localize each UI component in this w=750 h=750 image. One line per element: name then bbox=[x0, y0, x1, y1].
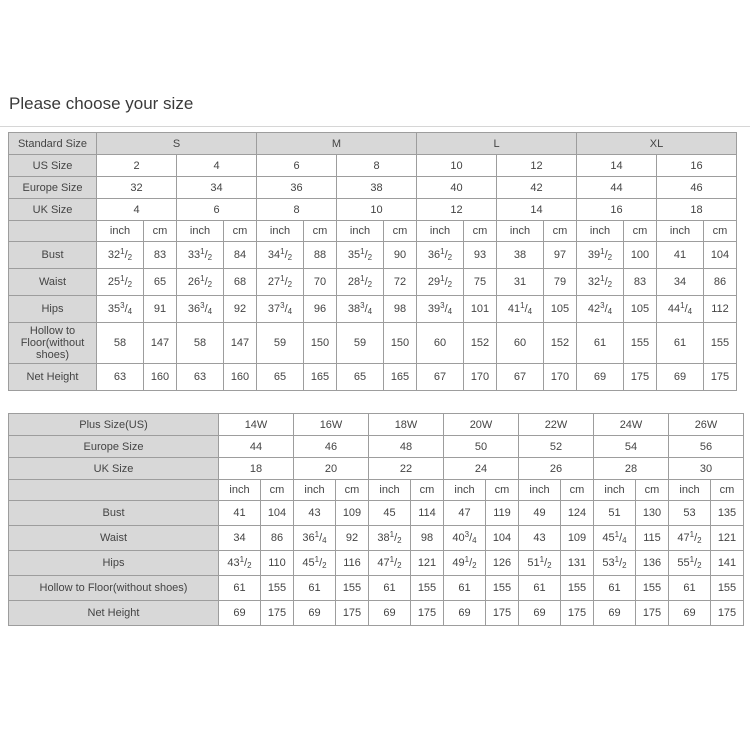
cm-value-cell: 119 bbox=[486, 501, 519, 526]
inch-value-cell: $27^1/_2$ bbox=[257, 269, 304, 296]
inch-value-cell: 34 bbox=[657, 269, 704, 296]
cm-value-cell: 105 bbox=[544, 296, 577, 323]
cm-value-cell: 141 bbox=[711, 551, 744, 576]
cm-value-cell: 155 bbox=[486, 576, 519, 601]
inch-value-cell: 69 bbox=[519, 601, 561, 626]
standard-size-table bbox=[8, 132, 737, 391]
inch-value-cell: 41 bbox=[219, 501, 261, 526]
cm-value-cell: 175 bbox=[336, 601, 369, 626]
title-divider bbox=[0, 126, 750, 127]
unit-header-cell: inch bbox=[257, 221, 304, 242]
inch-value-cell: 65 bbox=[257, 364, 304, 391]
cm-value-cell: 135 bbox=[711, 501, 744, 526]
inch-value-cell: $35^1/_2$ bbox=[337, 242, 384, 269]
cm-value-cell: 92 bbox=[224, 296, 257, 323]
unit-header-cell: inch bbox=[219, 480, 261, 501]
inch-value-cell: $44^1/_4$ bbox=[657, 296, 704, 323]
cm-value-cell: 136 bbox=[636, 551, 669, 576]
cm-value-cell: 97 bbox=[544, 242, 577, 269]
size-cell: 16W bbox=[294, 414, 369, 436]
cm-value-cell: 68 bbox=[224, 269, 257, 296]
cm-value-cell: 131 bbox=[561, 551, 594, 576]
row-label: Waist bbox=[9, 526, 219, 551]
size-cell: 18 bbox=[219, 458, 294, 480]
unit-header-cell: cm bbox=[486, 480, 519, 501]
inch-value-cell: 63 bbox=[97, 364, 144, 391]
inch-value-cell: $42^3/_4$ bbox=[577, 296, 624, 323]
cm-value-cell: 90 bbox=[384, 242, 417, 269]
unit-header-cell: inch bbox=[669, 480, 711, 501]
inch-value-cell: $36^1/_2$ bbox=[417, 242, 464, 269]
inch-value-cell: $45^1/_2$ bbox=[294, 551, 336, 576]
inch-value-cell: 69 bbox=[669, 601, 711, 626]
inch-value-cell: $45^1/_4$ bbox=[594, 526, 636, 551]
inch-value-cell: 69 bbox=[594, 601, 636, 626]
inch-value-cell: 31 bbox=[497, 269, 544, 296]
cm-value-cell: 175 bbox=[261, 601, 294, 626]
unit-row-spacer bbox=[9, 221, 97, 242]
size-cell: 12 bbox=[497, 155, 577, 177]
size-cell: 50 bbox=[444, 436, 519, 458]
size-cell: 20 bbox=[294, 458, 369, 480]
inch-value-cell: $25^1/_2$ bbox=[97, 269, 144, 296]
cm-value-cell: 175 bbox=[711, 601, 744, 626]
cm-value-cell: 155 bbox=[261, 576, 294, 601]
cm-value-cell: 96 bbox=[304, 296, 337, 323]
cm-value-cell: 83 bbox=[624, 269, 657, 296]
unit-header-cell: cm bbox=[636, 480, 669, 501]
unit-header-cell: cm bbox=[411, 480, 444, 501]
cm-value-cell: 175 bbox=[486, 601, 519, 626]
size-cell: 46 bbox=[294, 436, 369, 458]
inch-value-cell: $47^1/_2$ bbox=[369, 551, 411, 576]
cm-value-cell: 65 bbox=[144, 269, 177, 296]
unit-header-cell: inch bbox=[657, 221, 704, 242]
row-label: Europe Size bbox=[9, 436, 219, 458]
inch-value-cell: $43^1/_2$ bbox=[219, 551, 261, 576]
inch-value-cell: 69 bbox=[294, 601, 336, 626]
unit-header-cell: cm bbox=[384, 221, 417, 242]
unit-header-cell: cm bbox=[261, 480, 294, 501]
cm-value-cell: 165 bbox=[304, 364, 337, 391]
cm-value-cell: 104 bbox=[261, 501, 294, 526]
size-cell: 42 bbox=[497, 177, 577, 199]
inch-value-cell: $29^1/_2$ bbox=[417, 269, 464, 296]
inch-value-cell: 61 bbox=[669, 576, 711, 601]
size-group-cell: M bbox=[257, 133, 417, 155]
inch-value-cell: $34^1/_2$ bbox=[257, 242, 304, 269]
inch-value-cell: 41 bbox=[657, 242, 704, 269]
cm-value-cell: 104 bbox=[704, 242, 737, 269]
cm-value-cell: 83 bbox=[144, 242, 177, 269]
cm-value-cell: 92 bbox=[336, 526, 369, 551]
inch-value-cell: 59 bbox=[257, 323, 304, 364]
unit-header-cell: cm bbox=[704, 221, 737, 242]
inch-value-cell: 61 bbox=[219, 576, 261, 601]
row-label: Net Height bbox=[9, 364, 97, 391]
cm-value-cell: 91 bbox=[144, 296, 177, 323]
unit-header-cell: cm bbox=[224, 221, 257, 242]
size-cell: 16 bbox=[577, 199, 657, 221]
cm-value-cell: 126 bbox=[486, 551, 519, 576]
size-cell: 8 bbox=[257, 199, 337, 221]
inch-value-cell: 61 bbox=[369, 576, 411, 601]
inch-value-cell: $49^1/_2$ bbox=[444, 551, 486, 576]
cm-value-cell: 170 bbox=[544, 364, 577, 391]
inch-value-cell: 60 bbox=[417, 323, 464, 364]
unit-header-cell: cm bbox=[544, 221, 577, 242]
inch-value-cell: 59 bbox=[337, 323, 384, 364]
cm-value-cell: 121 bbox=[711, 526, 744, 551]
inch-value-cell: $37^3/_4$ bbox=[257, 296, 304, 323]
cm-value-cell: 175 bbox=[561, 601, 594, 626]
size-cell: 20W bbox=[444, 414, 519, 436]
size-cell: 52 bbox=[519, 436, 594, 458]
cm-value-cell: 116 bbox=[336, 551, 369, 576]
unit-row-spacer bbox=[9, 480, 219, 501]
size-cell: 10 bbox=[417, 155, 497, 177]
size-cell: 40 bbox=[417, 177, 497, 199]
size-cell: 44 bbox=[577, 177, 657, 199]
cm-value-cell: 175 bbox=[704, 364, 737, 391]
inch-value-cell: $36^3/_4$ bbox=[177, 296, 224, 323]
row-label: Plus Size(US) bbox=[9, 414, 219, 436]
unit-header-cell: cm bbox=[464, 221, 497, 242]
row-label: UK Size bbox=[9, 199, 97, 221]
inch-value-cell: $38^3/_4$ bbox=[337, 296, 384, 323]
cm-value-cell: 152 bbox=[464, 323, 497, 364]
inch-value-cell: $33^1/_2$ bbox=[177, 242, 224, 269]
row-label: Waist bbox=[9, 269, 97, 296]
size-cell: 34 bbox=[177, 177, 257, 199]
inch-value-cell: 61 bbox=[577, 323, 624, 364]
size-cell: 56 bbox=[669, 436, 744, 458]
size-cell: 4 bbox=[97, 199, 177, 221]
size-cell: 14 bbox=[497, 199, 577, 221]
size-cell: 48 bbox=[369, 436, 444, 458]
size-cell: 16 bbox=[657, 155, 737, 177]
size-cell: 6 bbox=[257, 155, 337, 177]
size-cell: 38 bbox=[337, 177, 417, 199]
unit-header-cell: inch bbox=[519, 480, 561, 501]
row-label: Bust bbox=[9, 501, 219, 526]
cm-value-cell: 165 bbox=[384, 364, 417, 391]
cm-value-cell: 112 bbox=[704, 296, 737, 323]
inch-value-cell: 61 bbox=[294, 576, 336, 601]
row-label: Hollow to Floor(without shoes) bbox=[9, 576, 219, 601]
plus-size-table bbox=[8, 413, 744, 626]
unit-header-cell: inch bbox=[97, 221, 144, 242]
unit-header-cell: cm bbox=[336, 480, 369, 501]
inch-value-cell: 69 bbox=[369, 601, 411, 626]
size-cell: 30 bbox=[669, 458, 744, 480]
inch-value-cell: $35^3/_4$ bbox=[97, 296, 144, 323]
inch-value-cell: 69 bbox=[577, 364, 624, 391]
cm-value-cell: 155 bbox=[561, 576, 594, 601]
inch-value-cell: $53^1/_2$ bbox=[594, 551, 636, 576]
row-label: Bust bbox=[9, 242, 97, 269]
inch-value-cell: $26^1/_2$ bbox=[177, 269, 224, 296]
unit-header-cell: inch bbox=[294, 480, 336, 501]
inch-value-cell: 69 bbox=[657, 364, 704, 391]
cm-value-cell: 121 bbox=[411, 551, 444, 576]
inch-value-cell: 58 bbox=[177, 323, 224, 364]
inch-value-cell: 49 bbox=[519, 501, 561, 526]
cm-value-cell: 115 bbox=[636, 526, 669, 551]
size-cell: 24 bbox=[444, 458, 519, 480]
cm-value-cell: 175 bbox=[624, 364, 657, 391]
size-cell: 26 bbox=[519, 458, 594, 480]
cm-value-cell: 72 bbox=[384, 269, 417, 296]
cm-value-cell: 79 bbox=[544, 269, 577, 296]
cm-value-cell: 104 bbox=[486, 526, 519, 551]
row-label: US Size bbox=[9, 155, 97, 177]
cm-value-cell: 155 bbox=[636, 576, 669, 601]
inch-value-cell: $39^1/_2$ bbox=[577, 242, 624, 269]
cm-value-cell: 124 bbox=[561, 501, 594, 526]
inch-value-cell: 69 bbox=[444, 601, 486, 626]
size-cell: 22W bbox=[519, 414, 594, 436]
cm-value-cell: 86 bbox=[704, 269, 737, 296]
size-cell: 18W bbox=[369, 414, 444, 436]
inch-value-cell: 45 bbox=[369, 501, 411, 526]
cm-value-cell: 130 bbox=[636, 501, 669, 526]
inch-value-cell: 61 bbox=[594, 576, 636, 601]
inch-value-cell: 53 bbox=[669, 501, 711, 526]
size-cell: 24W bbox=[594, 414, 669, 436]
group-header-label: Standard Size bbox=[9, 133, 97, 155]
inch-value-cell: 60 bbox=[497, 323, 544, 364]
cm-value-cell: 75 bbox=[464, 269, 497, 296]
size-cell: 14 bbox=[577, 155, 657, 177]
cm-value-cell: 86 bbox=[261, 526, 294, 551]
inch-value-cell: 67 bbox=[417, 364, 464, 391]
inch-value-cell: 61 bbox=[444, 576, 486, 601]
inch-value-cell: 47 bbox=[444, 501, 486, 526]
cm-value-cell: 147 bbox=[224, 323, 257, 364]
inch-value-cell: $55^1/_2$ bbox=[669, 551, 711, 576]
inch-value-cell: $32^1/_2$ bbox=[97, 242, 144, 269]
cm-value-cell: 70 bbox=[304, 269, 337, 296]
size-cell: 14W bbox=[219, 414, 294, 436]
unit-header-cell: inch bbox=[417, 221, 464, 242]
row-label: Hips bbox=[9, 296, 97, 323]
cm-value-cell: 101 bbox=[464, 296, 497, 323]
inch-value-cell: 67 bbox=[497, 364, 544, 391]
cm-value-cell: 84 bbox=[224, 242, 257, 269]
size-cell: 44 bbox=[219, 436, 294, 458]
unit-header-cell: inch bbox=[594, 480, 636, 501]
cm-value-cell: 155 bbox=[336, 576, 369, 601]
cm-value-cell: 109 bbox=[561, 526, 594, 551]
size-cell: 10 bbox=[337, 199, 417, 221]
unit-header-cell: inch bbox=[577, 221, 624, 242]
inch-value-cell: 51 bbox=[594, 501, 636, 526]
size-cell: 8 bbox=[337, 155, 417, 177]
row-label: Hips bbox=[9, 551, 219, 576]
size-cell: 36 bbox=[257, 177, 337, 199]
size-cell: 12 bbox=[417, 199, 497, 221]
inch-value-cell: $41^1/_4$ bbox=[497, 296, 544, 323]
cm-value-cell: 98 bbox=[384, 296, 417, 323]
size-cell: 54 bbox=[594, 436, 669, 458]
cm-value-cell: 155 bbox=[624, 323, 657, 364]
inch-value-cell: 61 bbox=[519, 576, 561, 601]
inch-value-cell: $38^1/_2$ bbox=[369, 526, 411, 551]
row-label: UK Size bbox=[9, 458, 219, 480]
size-cell: 32 bbox=[97, 177, 177, 199]
cm-value-cell: 175 bbox=[411, 601, 444, 626]
unit-header-cell: inch bbox=[497, 221, 544, 242]
size-cell: 26W bbox=[669, 414, 744, 436]
size-cell: 18 bbox=[657, 199, 737, 221]
inch-value-cell: $39^3/_4$ bbox=[417, 296, 464, 323]
inch-value-cell: 43 bbox=[294, 501, 336, 526]
cm-value-cell: 150 bbox=[384, 323, 417, 364]
cm-value-cell: 100 bbox=[624, 242, 657, 269]
cm-value-cell: 109 bbox=[336, 501, 369, 526]
cm-value-cell: 150 bbox=[304, 323, 337, 364]
inch-value-cell: 65 bbox=[337, 364, 384, 391]
size-group-cell: L bbox=[417, 133, 577, 155]
size-cell: 28 bbox=[594, 458, 669, 480]
row-label: Hollow to Floor(without shoes) bbox=[9, 323, 97, 364]
unit-header-cell: inch bbox=[177, 221, 224, 242]
cm-value-cell: 98 bbox=[411, 526, 444, 551]
size-cell: 4 bbox=[177, 155, 257, 177]
row-label: Net Height bbox=[9, 601, 219, 626]
cm-value-cell: 114 bbox=[411, 501, 444, 526]
cm-value-cell: 170 bbox=[464, 364, 497, 391]
size-cell: 6 bbox=[177, 199, 257, 221]
unit-header-cell: cm bbox=[304, 221, 337, 242]
inch-value-cell: $40^3/_4$ bbox=[444, 526, 486, 551]
unit-header-cell: inch bbox=[369, 480, 411, 501]
cm-value-cell: 147 bbox=[144, 323, 177, 364]
size-group-cell: S bbox=[97, 133, 257, 155]
inch-value-cell: 63 bbox=[177, 364, 224, 391]
page-title: Please choose your size bbox=[9, 94, 194, 113]
cm-value-cell: 155 bbox=[704, 323, 737, 364]
cm-value-cell: 152 bbox=[544, 323, 577, 364]
unit-header-cell: inch bbox=[444, 480, 486, 501]
cm-value-cell: 160 bbox=[144, 364, 177, 391]
inch-value-cell: $32^1/_2$ bbox=[577, 269, 624, 296]
inch-value-cell: 69 bbox=[219, 601, 261, 626]
unit-header-cell: cm bbox=[624, 221, 657, 242]
size-cell: 2 bbox=[97, 155, 177, 177]
cm-value-cell: 175 bbox=[636, 601, 669, 626]
inch-value-cell: 61 bbox=[657, 323, 704, 364]
inch-value-cell: 38 bbox=[497, 242, 544, 269]
size-group-cell: XL bbox=[577, 133, 737, 155]
inch-value-cell: $28^1/_2$ bbox=[337, 269, 384, 296]
inch-value-cell: 58 bbox=[97, 323, 144, 364]
cm-value-cell: 110 bbox=[261, 551, 294, 576]
unit-header-cell: cm bbox=[561, 480, 594, 501]
cm-value-cell: 160 bbox=[224, 364, 257, 391]
row-label: Europe Size bbox=[9, 177, 97, 199]
inch-value-cell: $51^1/_2$ bbox=[519, 551, 561, 576]
inch-value-cell: 43 bbox=[519, 526, 561, 551]
inch-value-cell: $36^1/_4$ bbox=[294, 526, 336, 551]
cm-value-cell: 88 bbox=[304, 242, 337, 269]
cm-value-cell: 105 bbox=[624, 296, 657, 323]
unit-header-cell: cm bbox=[711, 480, 744, 501]
cm-value-cell: 155 bbox=[411, 576, 444, 601]
size-cell: 22 bbox=[369, 458, 444, 480]
unit-header-cell: cm bbox=[144, 221, 177, 242]
inch-value-cell: 34 bbox=[219, 526, 261, 551]
cm-value-cell: 155 bbox=[711, 576, 744, 601]
cm-value-cell: 93 bbox=[464, 242, 497, 269]
size-cell: 46 bbox=[657, 177, 737, 199]
unit-header-cell: inch bbox=[337, 221, 384, 242]
inch-value-cell: $47^1/_2$ bbox=[669, 526, 711, 551]
